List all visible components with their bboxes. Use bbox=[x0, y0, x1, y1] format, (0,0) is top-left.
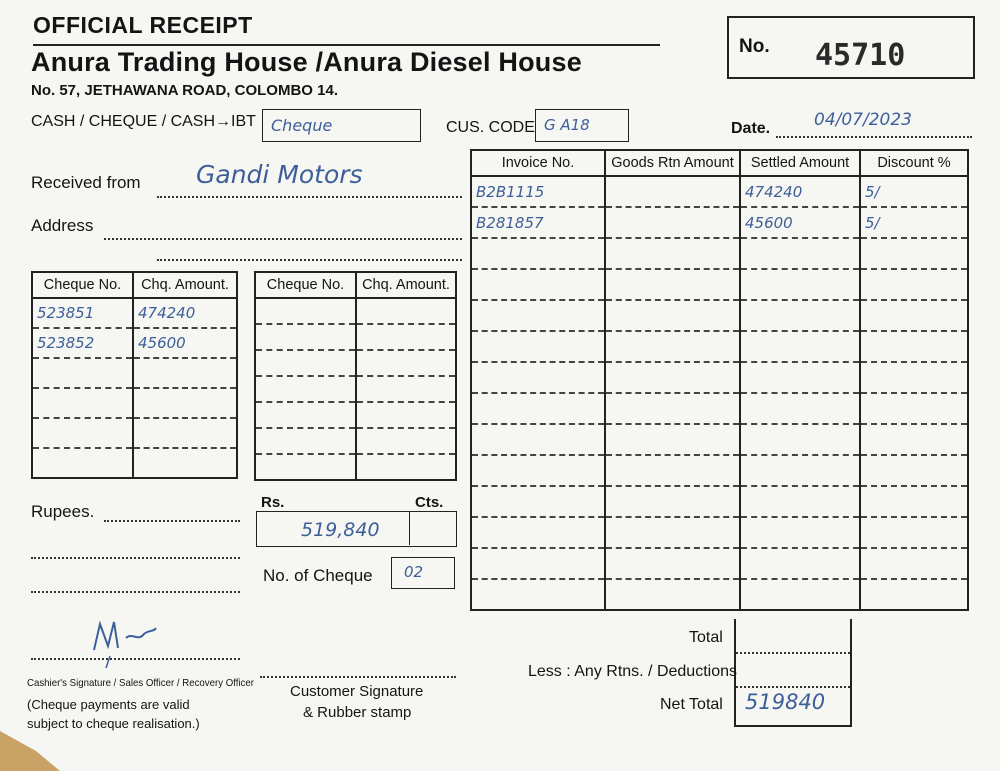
cheque-no-header: Cheque No. bbox=[255, 272, 356, 298]
address-line-2 bbox=[157, 259, 462, 261]
table-row bbox=[32, 298, 237, 328]
cheque-no-cell[interactable] bbox=[255, 350, 356, 376]
discount-cell[interactable] bbox=[860, 486, 968, 517]
company-address: No. 57, JETHAWANA ROAD, COLOMBO 14. bbox=[31, 82, 338, 99]
invoice-no-cell[interactable] bbox=[471, 486, 605, 517]
goods-rtn-cell[interactable] bbox=[605, 455, 740, 486]
cheque-table-right bbox=[254, 271, 457, 481]
settled-amount-cell[interactable] bbox=[740, 548, 860, 579]
company-name: Anura Trading House /Anura Diesel House bbox=[31, 47, 582, 77]
receipt-number: 45710 bbox=[815, 38, 906, 73]
cheque-amount-header: Chq. Amount. bbox=[133, 272, 237, 298]
settled-amount-cell[interactable] bbox=[740, 331, 860, 362]
total-label: Total bbox=[689, 629, 723, 646]
total-line bbox=[736, 652, 850, 654]
cheque-amount-cell[interactable] bbox=[133, 448, 237, 478]
payment-type-field[interactable]: Cheque bbox=[262, 109, 421, 142]
settled-amount-cell[interactable] bbox=[740, 362, 860, 393]
invoice-table bbox=[470, 149, 969, 611]
discount-cell[interactable] bbox=[860, 331, 968, 362]
cheque-amount-cell[interactable] bbox=[356, 376, 456, 402]
cheque-no-cell[interactable] bbox=[255, 454, 356, 480]
invoice-no-cell[interactable] bbox=[471, 300, 605, 331]
goods-rtn-cell[interactable] bbox=[605, 300, 740, 331]
settled-amount-cell[interactable] bbox=[740, 238, 860, 269]
discount-header: Discount % bbox=[860, 150, 968, 176]
cheque-no-cell[interactable] bbox=[32, 358, 133, 388]
goods-rtn-cell[interactable] bbox=[605, 331, 740, 362]
cheque-validity-note: (Cheque payments are valid subject to cheque realisation.) bbox=[27, 697, 200, 731]
settled-amount-cell[interactable] bbox=[740, 455, 860, 486]
receipt-number-box bbox=[727, 16, 975, 79]
table-row bbox=[471, 207, 968, 238]
less-deductions-label: Less : Any Rtns. / Deductions bbox=[528, 663, 737, 680]
table-row bbox=[255, 298, 456, 324]
goods-rtn-header: Goods Rtn Amount bbox=[605, 150, 740, 176]
cashier-signature-label: Cashier's Signature / Sales Officer / Recovery Officer bbox=[27, 677, 254, 689]
cheque-amount-header: Chq. Amount. bbox=[356, 272, 456, 298]
cheque-no-cell[interactable]: 523851 bbox=[32, 298, 133, 328]
rupees-line-2 bbox=[31, 557, 240, 559]
settled-amount-cell[interactable] bbox=[740, 424, 860, 455]
discount-cell[interactable]: 5/ bbox=[860, 207, 968, 238]
table-row bbox=[255, 454, 456, 480]
table-row bbox=[32, 328, 237, 358]
goods-rtn-cell[interactable] bbox=[605, 207, 740, 238]
rupees-line-1 bbox=[104, 520, 240, 522]
cheque-no-cell[interactable]: 523852 bbox=[32, 328, 133, 358]
cheque-no-cell[interactable] bbox=[32, 388, 133, 418]
table-row bbox=[471, 517, 968, 548]
table-row bbox=[255, 402, 456, 428]
rupees-line-3 bbox=[31, 591, 240, 593]
goods-rtn-cell[interactable] bbox=[605, 393, 740, 424]
goods-rtn-cell[interactable] bbox=[605, 362, 740, 393]
settled-amount-cell[interactable] bbox=[740, 579, 860, 610]
discount-cell[interactable] bbox=[860, 424, 968, 455]
table-row bbox=[255, 428, 456, 454]
cheque-amount-cell[interactable] bbox=[133, 418, 237, 448]
address-label: Address bbox=[31, 216, 94, 235]
invoice-no-cell[interactable] bbox=[471, 548, 605, 579]
table-row bbox=[471, 362, 968, 393]
invoice-no-cell[interactable]: B2B1115 bbox=[471, 176, 605, 207]
invoice-no-cell[interactable] bbox=[471, 269, 605, 300]
settled-amount-cell[interactable] bbox=[740, 486, 860, 517]
cheque-amount-cell[interactable] bbox=[356, 298, 456, 324]
goods-rtn-cell[interactable] bbox=[605, 579, 740, 610]
date-value[interactable]: 04/07/2023 bbox=[814, 110, 912, 130]
rs-amount-box bbox=[256, 511, 457, 547]
invoice-no-cell[interactable] bbox=[471, 362, 605, 393]
invoice-no-header: Invoice No. bbox=[471, 150, 605, 176]
table-row bbox=[471, 269, 968, 300]
customer-signature-label: Customer Signature bbox=[290, 683, 424, 700]
invoice-no-cell[interactable] bbox=[471, 424, 605, 455]
address-line-1 bbox=[104, 238, 462, 240]
cheque-no-cell[interactable] bbox=[255, 324, 356, 350]
date-label: Date. bbox=[731, 120, 771, 137]
date-line bbox=[776, 136, 972, 138]
invoice-no-cell[interactable] bbox=[471, 393, 605, 424]
table-row bbox=[471, 548, 968, 579]
table-row bbox=[32, 448, 237, 478]
cheque-amount-cell[interactable]: 474240 bbox=[133, 298, 237, 328]
invoice-no-cell[interactable] bbox=[471, 238, 605, 269]
cheque-no-cell[interactable] bbox=[32, 448, 133, 478]
payment-type-label: CASH / CHEQUE / CASH→IBT bbox=[31, 113, 256, 130]
no-of-cheque-field[interactable]: 02 bbox=[391, 557, 455, 589]
rupees-label: Rupees. bbox=[31, 502, 95, 521]
table-row bbox=[471, 238, 968, 269]
cheque-amount-cell[interactable]: 45600 bbox=[133, 328, 237, 358]
discount-cell[interactable] bbox=[860, 517, 968, 548]
discount-cell[interactable]: 5/ bbox=[860, 176, 968, 207]
title-rule bbox=[33, 44, 660, 46]
cheque-amount-cell[interactable] bbox=[133, 388, 237, 418]
settled-amount-cell[interactable]: 45600 bbox=[740, 207, 860, 238]
table-row bbox=[32, 358, 237, 388]
cheque-no-header: Cheque No. bbox=[32, 272, 133, 298]
goods-rtn-cell[interactable] bbox=[605, 176, 740, 207]
cheque-amount-cell[interactable] bbox=[356, 454, 456, 480]
cheque-amount-cell[interactable] bbox=[133, 358, 237, 388]
received-from-label: Received from bbox=[31, 173, 141, 192]
table-row bbox=[471, 579, 968, 610]
less-line bbox=[736, 686, 850, 688]
received-from-line bbox=[157, 196, 462, 198]
cts-divider bbox=[409, 512, 410, 545]
table-row bbox=[471, 176, 968, 207]
rubber-stamp-label: & Rubber stamp bbox=[303, 704, 412, 721]
invoice-no-cell[interactable] bbox=[471, 331, 605, 362]
cheque-no-cell[interactable] bbox=[255, 428, 356, 454]
cheque-no-cell[interactable] bbox=[255, 376, 356, 402]
received-from-value[interactable]: Gandi Motors bbox=[196, 160, 363, 189]
invoice-no-cell[interactable] bbox=[471, 455, 605, 486]
settled-amount-header: Settled Amount bbox=[740, 150, 860, 176]
net-total-value[interactable]: 519840 bbox=[745, 690, 826, 714]
no-of-cheque-label: No. of Cheque bbox=[263, 566, 373, 585]
settled-amount-cell[interactable] bbox=[740, 393, 860, 424]
table-row bbox=[32, 418, 237, 448]
goods-rtn-cell[interactable] bbox=[605, 269, 740, 300]
discount-cell[interactable] bbox=[860, 548, 968, 579]
cus-code-field[interactable]: G A18 bbox=[535, 109, 629, 142]
table-row bbox=[255, 324, 456, 350]
cus-code-label: CUS. CODE bbox=[446, 119, 535, 136]
discount-cell[interactable] bbox=[860, 269, 968, 300]
goods-rtn-cell[interactable] bbox=[605, 517, 740, 548]
cheque-amount-cell[interactable] bbox=[356, 428, 456, 454]
cts-label: Cts. bbox=[415, 494, 444, 511]
discount-cell[interactable] bbox=[860, 455, 968, 486]
cheque-table-left bbox=[31, 271, 238, 479]
settled-amount-cell[interactable] bbox=[740, 517, 860, 548]
receipt-title: OFFICIAL RECEIPT bbox=[33, 12, 253, 38]
table-row bbox=[255, 376, 456, 402]
goods-rtn-cell[interactable] bbox=[605, 238, 740, 269]
invoice-no-cell[interactable] bbox=[471, 517, 605, 548]
table-row bbox=[471, 424, 968, 455]
cheque-amount-cell[interactable] bbox=[356, 402, 456, 428]
table-row bbox=[471, 393, 968, 424]
rs-amount-value[interactable]: 519,840 bbox=[301, 519, 380, 541]
rs-label: Rs. bbox=[261, 494, 285, 511]
table-row bbox=[471, 331, 968, 362]
discount-cell[interactable] bbox=[860, 579, 968, 610]
table-row bbox=[471, 300, 968, 331]
torn-corner bbox=[0, 731, 60, 771]
table-row bbox=[32, 388, 237, 418]
discount-cell[interactable] bbox=[860, 362, 968, 393]
table-row bbox=[471, 455, 968, 486]
customer-signature-line bbox=[260, 676, 456, 678]
cheque-no-cell[interactable] bbox=[255, 402, 356, 428]
discount-cell[interactable] bbox=[860, 238, 968, 269]
invoice-no-cell[interactable]: B281857 bbox=[471, 207, 605, 238]
table-row bbox=[471, 486, 968, 517]
net-total-label: Net Total bbox=[660, 696, 723, 713]
goods-rtn-cell[interactable] bbox=[605, 424, 740, 455]
cashier-signature-line bbox=[31, 658, 240, 660]
settled-amount-cell[interactable]: 474240 bbox=[740, 176, 860, 207]
settled-amount-cell[interactable] bbox=[740, 269, 860, 300]
goods-rtn-cell[interactable] bbox=[605, 548, 740, 579]
goods-rtn-cell[interactable] bbox=[605, 486, 740, 517]
receipt-number-label: No. bbox=[739, 36, 770, 57]
cashier-signature bbox=[86, 612, 176, 672]
cheque-amount-cell[interactable] bbox=[356, 350, 456, 376]
cheque-no-cell[interactable] bbox=[255, 298, 356, 324]
table-row bbox=[255, 350, 456, 376]
discount-cell[interactable] bbox=[860, 393, 968, 424]
discount-cell[interactable] bbox=[860, 300, 968, 331]
settled-amount-cell[interactable] bbox=[740, 300, 860, 331]
invoice-no-cell[interactable] bbox=[471, 579, 605, 610]
cheque-amount-cell[interactable] bbox=[356, 324, 456, 350]
cheque-no-cell[interactable] bbox=[32, 418, 133, 448]
